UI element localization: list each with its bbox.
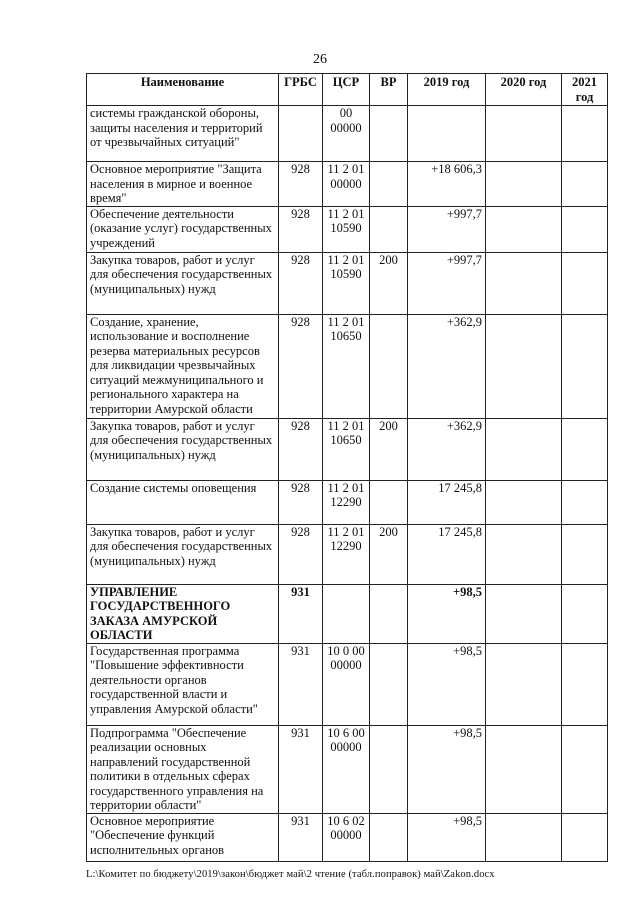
row-2019-cell: 17 245,8 [408, 524, 486, 584]
row-vr-cell [370, 106, 408, 162]
row-2021-cell [562, 206, 608, 252]
row-csr-cell: 00 00000 [323, 106, 370, 162]
row-2021-cell [562, 106, 608, 162]
row-2021-cell [562, 584, 608, 643]
file-path-footer: L:\Комитет по бюджету\2019\закон\бюджет май\2 чтение (табл.поправок) май\Zakon.docx [86, 869, 495, 880]
table-row [87, 643, 608, 725]
header-2019: 2019 год [408, 74, 486, 106]
table-row [87, 584, 608, 643]
row-2019-cell: +997,7 [408, 252, 486, 314]
table-row [87, 813, 608, 861]
row-2021-cell [562, 480, 608, 524]
row-csr-cell: 11 2 01 00000 [323, 162, 370, 207]
row-name-cell: Подпрограмма "Обеспечение реализации основных направлений государственной политики в отдельных сферах государственного управления на территории области" [87, 725, 279, 813]
table-row [87, 206, 608, 252]
row-2020-cell [486, 584, 562, 643]
row-vr-cell [370, 584, 408, 643]
row-2020-cell [486, 813, 562, 861]
row-2019-cell: +98,5 [408, 725, 486, 813]
row-csr-cell: 11 2 01 10650 [323, 418, 370, 480]
row-name-cell: Государственная программа "Повышение эффективности деятельности органов государственной власти и управления Амурской области" [87, 643, 279, 725]
table-row [87, 106, 608, 162]
row-vr-cell [370, 480, 408, 524]
row-csr-cell [323, 584, 370, 643]
row-2019-cell: 17 245,8 [408, 480, 486, 524]
header-2020: 2020 год [486, 74, 562, 106]
row-2019-cell: +98,5 [408, 813, 486, 861]
table-row [87, 480, 608, 524]
row-csr-cell: 11 2 01 10590 [323, 206, 370, 252]
row-2021-cell [562, 418, 608, 480]
row-vr-cell: 200 [370, 418, 408, 480]
table-header-row [87, 74, 608, 106]
header-csr: ЦСР [323, 74, 370, 106]
row-name-cell: Основное мероприятие "Обеспечение функций исполнительных органов [87, 813, 279, 861]
row-2021-cell [562, 162, 608, 207]
row-grbs-cell: 928 [279, 418, 323, 480]
row-vr-cell: 200 [370, 252, 408, 314]
row-grbs-cell: 928 [279, 480, 323, 524]
table-row [87, 418, 608, 480]
row-2019-cell: +98,5 [408, 584, 486, 643]
row-csr-cell: 11 2 01 10590 [323, 252, 370, 314]
row-2019-cell: +98,5 [408, 643, 486, 725]
table-row [87, 524, 608, 584]
row-grbs-cell: 931 [279, 584, 323, 643]
row-grbs-cell: 928 [279, 524, 323, 584]
table-row [87, 314, 608, 418]
row-grbs-cell: 928 [279, 252, 323, 314]
row-csr-cell: 11 2 01 10650 [323, 314, 370, 418]
row-2020-cell [486, 725, 562, 813]
row-2019-cell: +18 606,3 [408, 162, 486, 207]
row-vr-cell [370, 643, 408, 725]
row-name-cell: Закупка товаров, работ и услуг для обеспечения государственных (муниципальных) нужд [87, 252, 279, 314]
row-vr-cell [370, 725, 408, 813]
row-2020-cell [486, 162, 562, 207]
row-name-cell: Создание системы оповещения [87, 480, 279, 524]
row-vr-cell [370, 206, 408, 252]
row-2021-cell [562, 524, 608, 584]
table-row [87, 725, 608, 813]
row-csr-cell: 11 2 01 12290 [323, 524, 370, 584]
budget-amendments-table [86, 73, 608, 862]
row-vr-cell [370, 813, 408, 861]
table-row [87, 252, 608, 314]
row-name-cell: системы гражданской обороны, защиты населения и территорий от чрезвычайных ситуаций" [87, 106, 279, 162]
row-vr-cell: 200 [370, 524, 408, 584]
row-grbs-cell: 928 [279, 206, 323, 252]
row-grbs-cell: 931 [279, 725, 323, 813]
row-2020-cell [486, 418, 562, 480]
row-2020-cell [486, 314, 562, 418]
row-name-cell: Закупка товаров, работ и услуг для обеспечения государственных (муниципальных) нужд [87, 524, 279, 584]
header-2021: 2021 год [562, 74, 608, 106]
row-vr-cell [370, 162, 408, 207]
row-2020-cell [486, 206, 562, 252]
row-2020-cell [486, 252, 562, 314]
row-2020-cell [486, 106, 562, 162]
row-csr-cell: 11 2 01 12290 [323, 480, 370, 524]
row-name-cell: Основное мероприятие "Защита населения в мирное и военное время" [87, 162, 279, 207]
row-2019-cell: +362,9 [408, 314, 486, 418]
header-name: Наименование [87, 74, 279, 106]
row-2021-cell [562, 643, 608, 725]
row-2020-cell [486, 643, 562, 725]
row-csr-cell: 10 6 00 00000 [323, 725, 370, 813]
row-csr-cell: 10 6 02 00000 [323, 813, 370, 861]
row-csr-cell: 10 0 00 00000 [323, 643, 370, 725]
row-name-cell: Создание, хранение, использование и восполнение резерва материальных ресурсов для ликвидации чрезвычайных ситуаций межмуниципального и регионального характера на территории Амурской области [87, 314, 279, 418]
row-grbs-cell: 928 [279, 314, 323, 418]
row-2021-cell [562, 813, 608, 861]
row-2021-cell [562, 314, 608, 418]
row-name-cell: УПРАВЛЕНИЕ ГОСУДАРСТВЕННОГО ЗАКАЗА АМУРСКОЙ ОБЛАСТИ [87, 584, 279, 643]
row-2019-cell: +997,7 [408, 206, 486, 252]
row-2020-cell [486, 524, 562, 584]
row-grbs-cell: 931 [279, 813, 323, 861]
page-number: 26 [313, 52, 327, 67]
row-grbs-cell: 928 [279, 162, 323, 207]
row-grbs-cell: 931 [279, 643, 323, 725]
row-2019-cell [408, 106, 486, 162]
row-name-cell: Закупка товаров, работ и услуг для обеспечения государственных (муниципальных) нужд [87, 418, 279, 480]
header-vr: ВР [370, 74, 408, 106]
row-2021-cell [562, 725, 608, 813]
row-2021-cell [562, 252, 608, 314]
row-name-cell: Обеспечение деятельности (оказание услуг) государственных учреждений [87, 206, 279, 252]
header-grbs: ГРБС [279, 74, 323, 106]
row-2020-cell [486, 480, 562, 524]
row-2019-cell: +362,9 [408, 418, 486, 480]
row-grbs-cell [279, 106, 323, 162]
row-vr-cell [370, 314, 408, 418]
table-row [87, 162, 608, 207]
